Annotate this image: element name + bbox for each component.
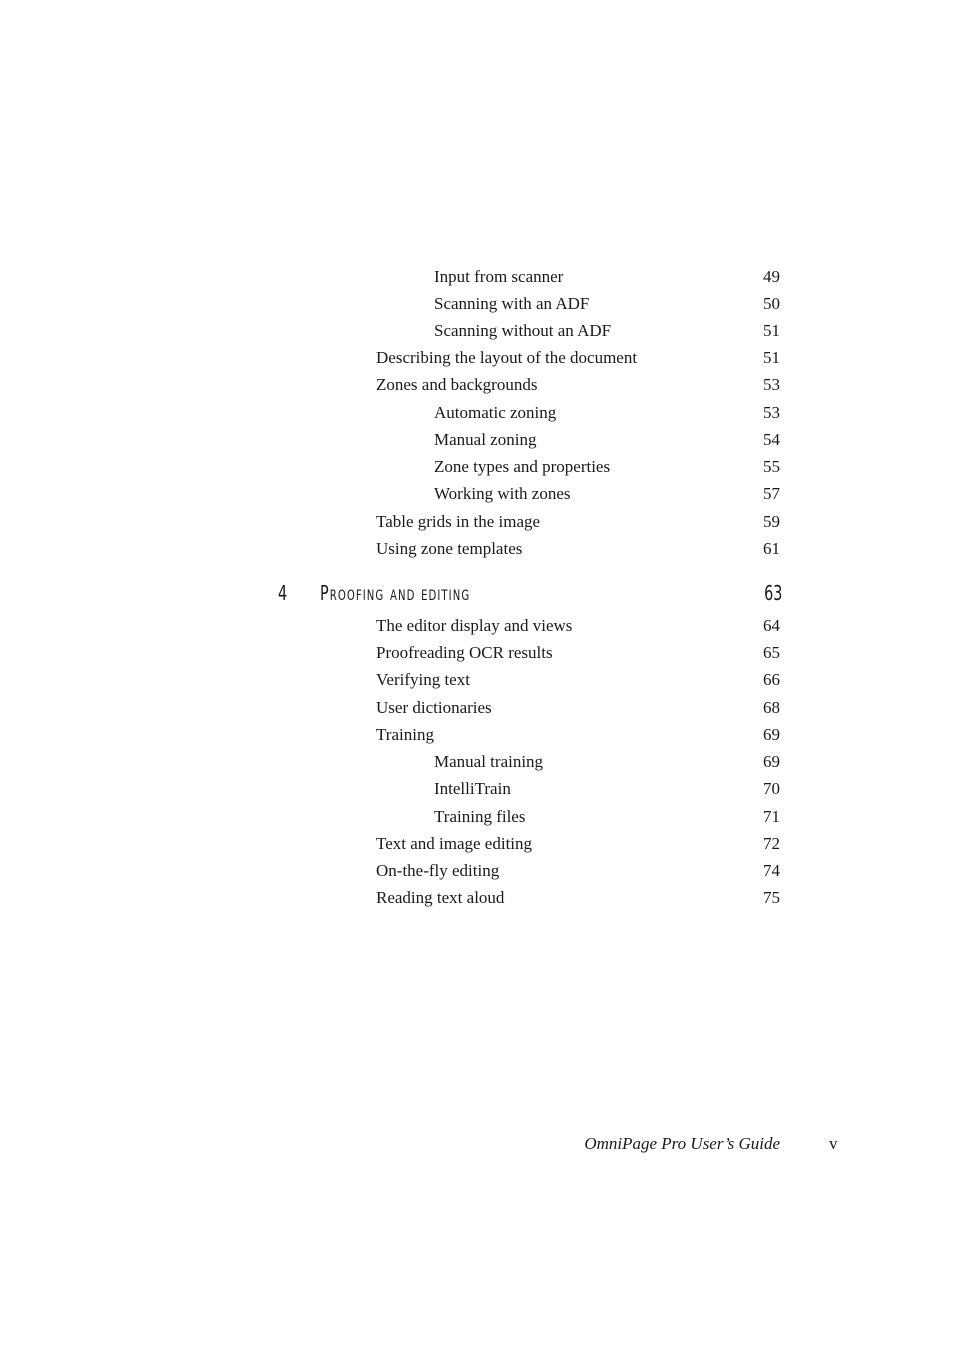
toc-entry-title: Verifying text xyxy=(376,670,470,689)
toc-entry-title: Reading text aloud xyxy=(376,888,505,907)
toc-entry-title: Zones and backgrounds xyxy=(376,375,538,394)
toc-entry-page: 55 xyxy=(763,457,780,476)
toc-entry-page: 51 xyxy=(763,321,780,340)
toc-entry-page: 61 xyxy=(763,539,780,558)
toc-entry-page: 57 xyxy=(763,484,780,503)
toc-entry-title: Proofreading OCR results xyxy=(376,643,553,662)
toc-entry-page: 68 xyxy=(763,698,780,717)
toc-entry-page: 59 xyxy=(763,512,780,531)
toc-entry-title: Scanning with an ADF xyxy=(434,294,590,313)
toc-entry-page: 54 xyxy=(763,430,780,449)
chapter-page xyxy=(740,580,782,606)
toc-entry-page: 65 xyxy=(763,643,780,662)
toc-entry-page: 69 xyxy=(763,752,780,771)
toc-entry-title: Training xyxy=(376,725,434,744)
toc-entry-title: Using zone templates xyxy=(376,539,523,558)
toc-entry-title: Manual zoning xyxy=(434,430,537,449)
toc-entry-page: 49 xyxy=(763,267,780,286)
toc-entry-page: 74 xyxy=(763,861,780,880)
chapter-title: Proofing and editing xyxy=(320,581,471,605)
toc-entry-page: 51 xyxy=(763,348,780,367)
toc-entry-page: 53 xyxy=(763,403,780,422)
footer-page-number: v xyxy=(829,1134,838,1153)
toc-entry-title: Input from scanner xyxy=(434,267,564,286)
toc-entry-title: Table grids in the image xyxy=(376,512,541,531)
toc-entry-page: 64 xyxy=(763,616,780,635)
toc-entry-page: 50 xyxy=(763,294,780,313)
toc-entry-title: Training files xyxy=(434,807,526,826)
toc-entry-page: 75 xyxy=(763,888,780,907)
toc-entry-title: Describing the layout of the document xyxy=(376,348,638,367)
chapter-number: 4 xyxy=(278,581,288,605)
toc-entry-title: Automatic zoning xyxy=(434,403,557,422)
toc-entry-title: Text and image editing xyxy=(376,834,533,853)
toc-entry-title: On-the-fly editing xyxy=(376,861,500,880)
toc-entry-title: IntelliTrain xyxy=(434,779,511,798)
chapter-page-number: 63 xyxy=(763,581,782,605)
toc-entry-title: Working with zones xyxy=(434,484,571,503)
toc-entry-page: 71 xyxy=(763,807,780,826)
footer-book-title: OmniPage Pro User’s Guide xyxy=(584,1134,780,1153)
toc-entry-title: User dictionaries xyxy=(376,698,492,717)
toc-entry-title: Scanning without an ADF xyxy=(434,321,612,340)
toc-entry-page: 66 xyxy=(763,670,780,689)
toc-entry-page: 53 xyxy=(763,375,780,394)
toc-entry-title: Zone types and properties xyxy=(434,457,611,476)
toc-entry-page: 70 xyxy=(763,779,780,798)
toc-entry-page: 69 xyxy=(763,725,780,744)
toc-entry-title: Manual training xyxy=(434,752,544,771)
toc-entry-page: 72 xyxy=(763,834,780,853)
toc-entry-title: The editor display and views xyxy=(376,616,573,635)
